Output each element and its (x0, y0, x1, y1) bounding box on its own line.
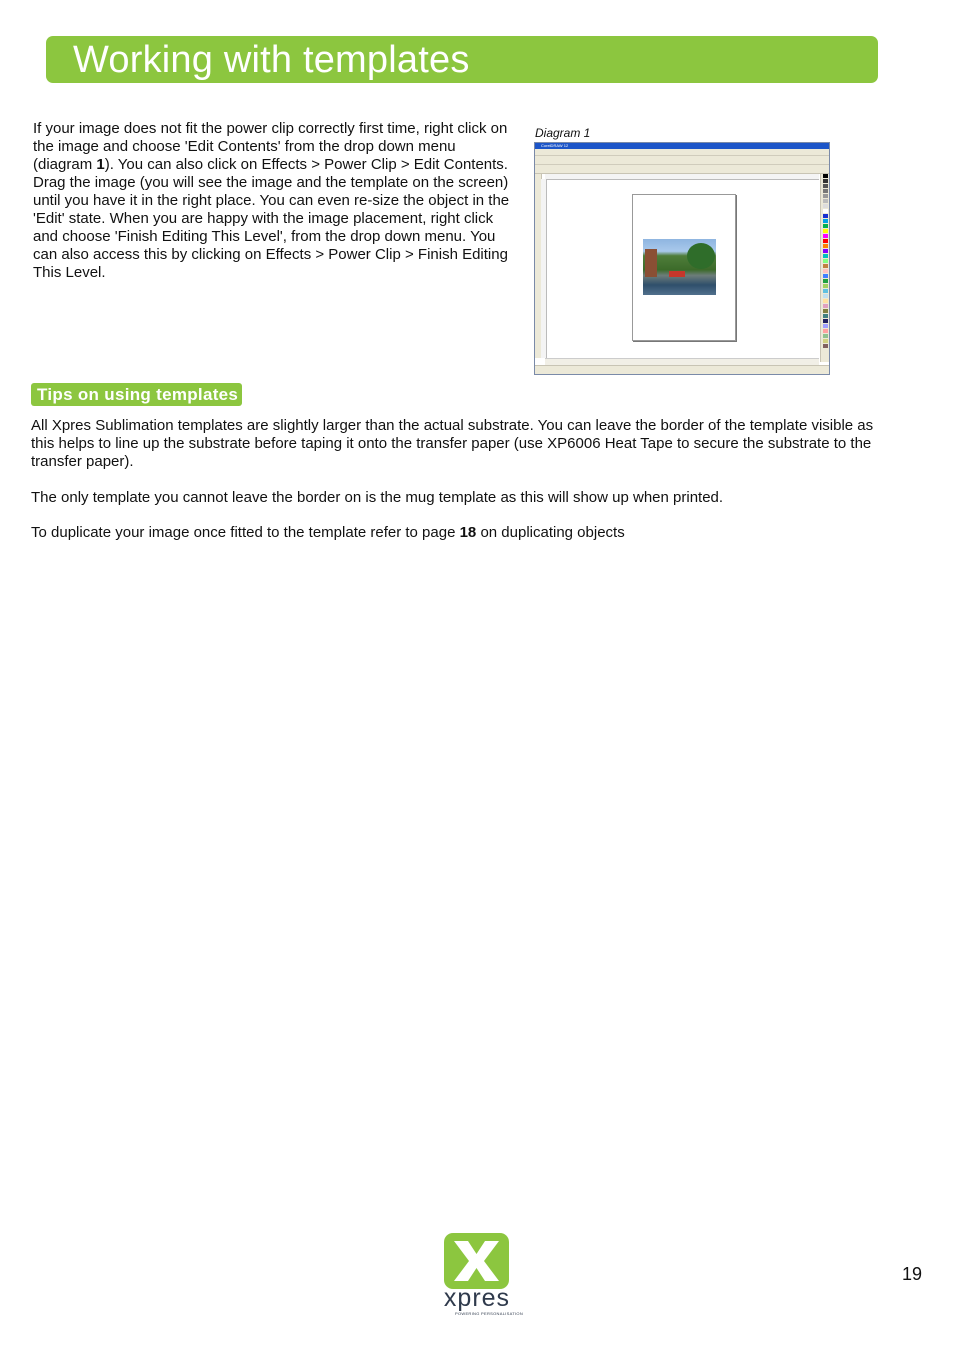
screenshot-property-bar (535, 165, 829, 174)
screenshot-top-ruler (545, 174, 819, 180)
intro-paragraph (33, 120, 513, 282)
page-number: 19 (902, 1264, 923, 1284)
tips-heading: Tips on using templates (31, 383, 242, 406)
title-bar (46, 36, 878, 83)
xpres-x-icon (444, 1233, 509, 1289)
canal-photo (643, 239, 716, 295)
logo-wordmark: xpres (443, 1284, 511, 1312)
screenshot-toolbar (535, 156, 829, 165)
screenshot-menubar (535, 149, 829, 156)
xpres-logo (430, 1231, 524, 1316)
page-reference: 18 (459, 524, 477, 541)
screenshot-window-title: CorelDRAW 12 (541, 143, 569, 148)
photo-tree (687, 243, 715, 269)
photo-boat (669, 271, 685, 277)
tips-p3-start: To duplicate your image once fitted to the template refer to page (31, 524, 460, 541)
diagram-screenshot (534, 142, 830, 375)
screenshot-page (632, 194, 736, 341)
diagram-caption: Diagram 1 (535, 126, 591, 140)
page-title: Working with templates (73, 39, 470, 81)
photo-house (645, 249, 657, 277)
tips-paragraph-3 (31, 524, 881, 542)
screenshot-page-tabs (545, 358, 819, 365)
tips-p3-end: on duplicating objects (476, 524, 625, 541)
screenshot-left-ruler (541, 179, 547, 358)
tips-paragraph-1: All Xpres Sublimation templates are slightly larger than the actual substrate. You can leave the border of the template visible as this helps to line up the substrate before taping it onto the transfer paper (use XP6006 Heat Tape to secure the substrate to the transfer paper). (31, 417, 874, 470)
diagram-reference: 1 (96, 156, 105, 173)
intro-text-end: ). You can also click on Effects > Power Clip > Edit Contents. Drag the image (you will see the image and the template on the screen) until you have it in the right place. You can even re-size the object in the 'Edit' state. When you are happy with the image placement, right click and choose 'Finish Editing This Level', from the drop down menu. You can also access this by clicking on Effects > Power Clip > Finish Editing This Level. (33, 156, 510, 281)
tips-paragraph-2: The only template you cannot leave the border on is the mug template as this will show up when printed. (31, 489, 724, 506)
screenshot-statusbar (535, 365, 829, 374)
intro-text-start: If your image does not fit the power clip correctly first time, right click on the image and choose 'Edit Contents' from the drop down menu (diagram (33, 120, 508, 173)
logo-tagline: POWERING PERSONALISATION (455, 1311, 524, 1316)
screenshot-color-palette (820, 174, 829, 362)
